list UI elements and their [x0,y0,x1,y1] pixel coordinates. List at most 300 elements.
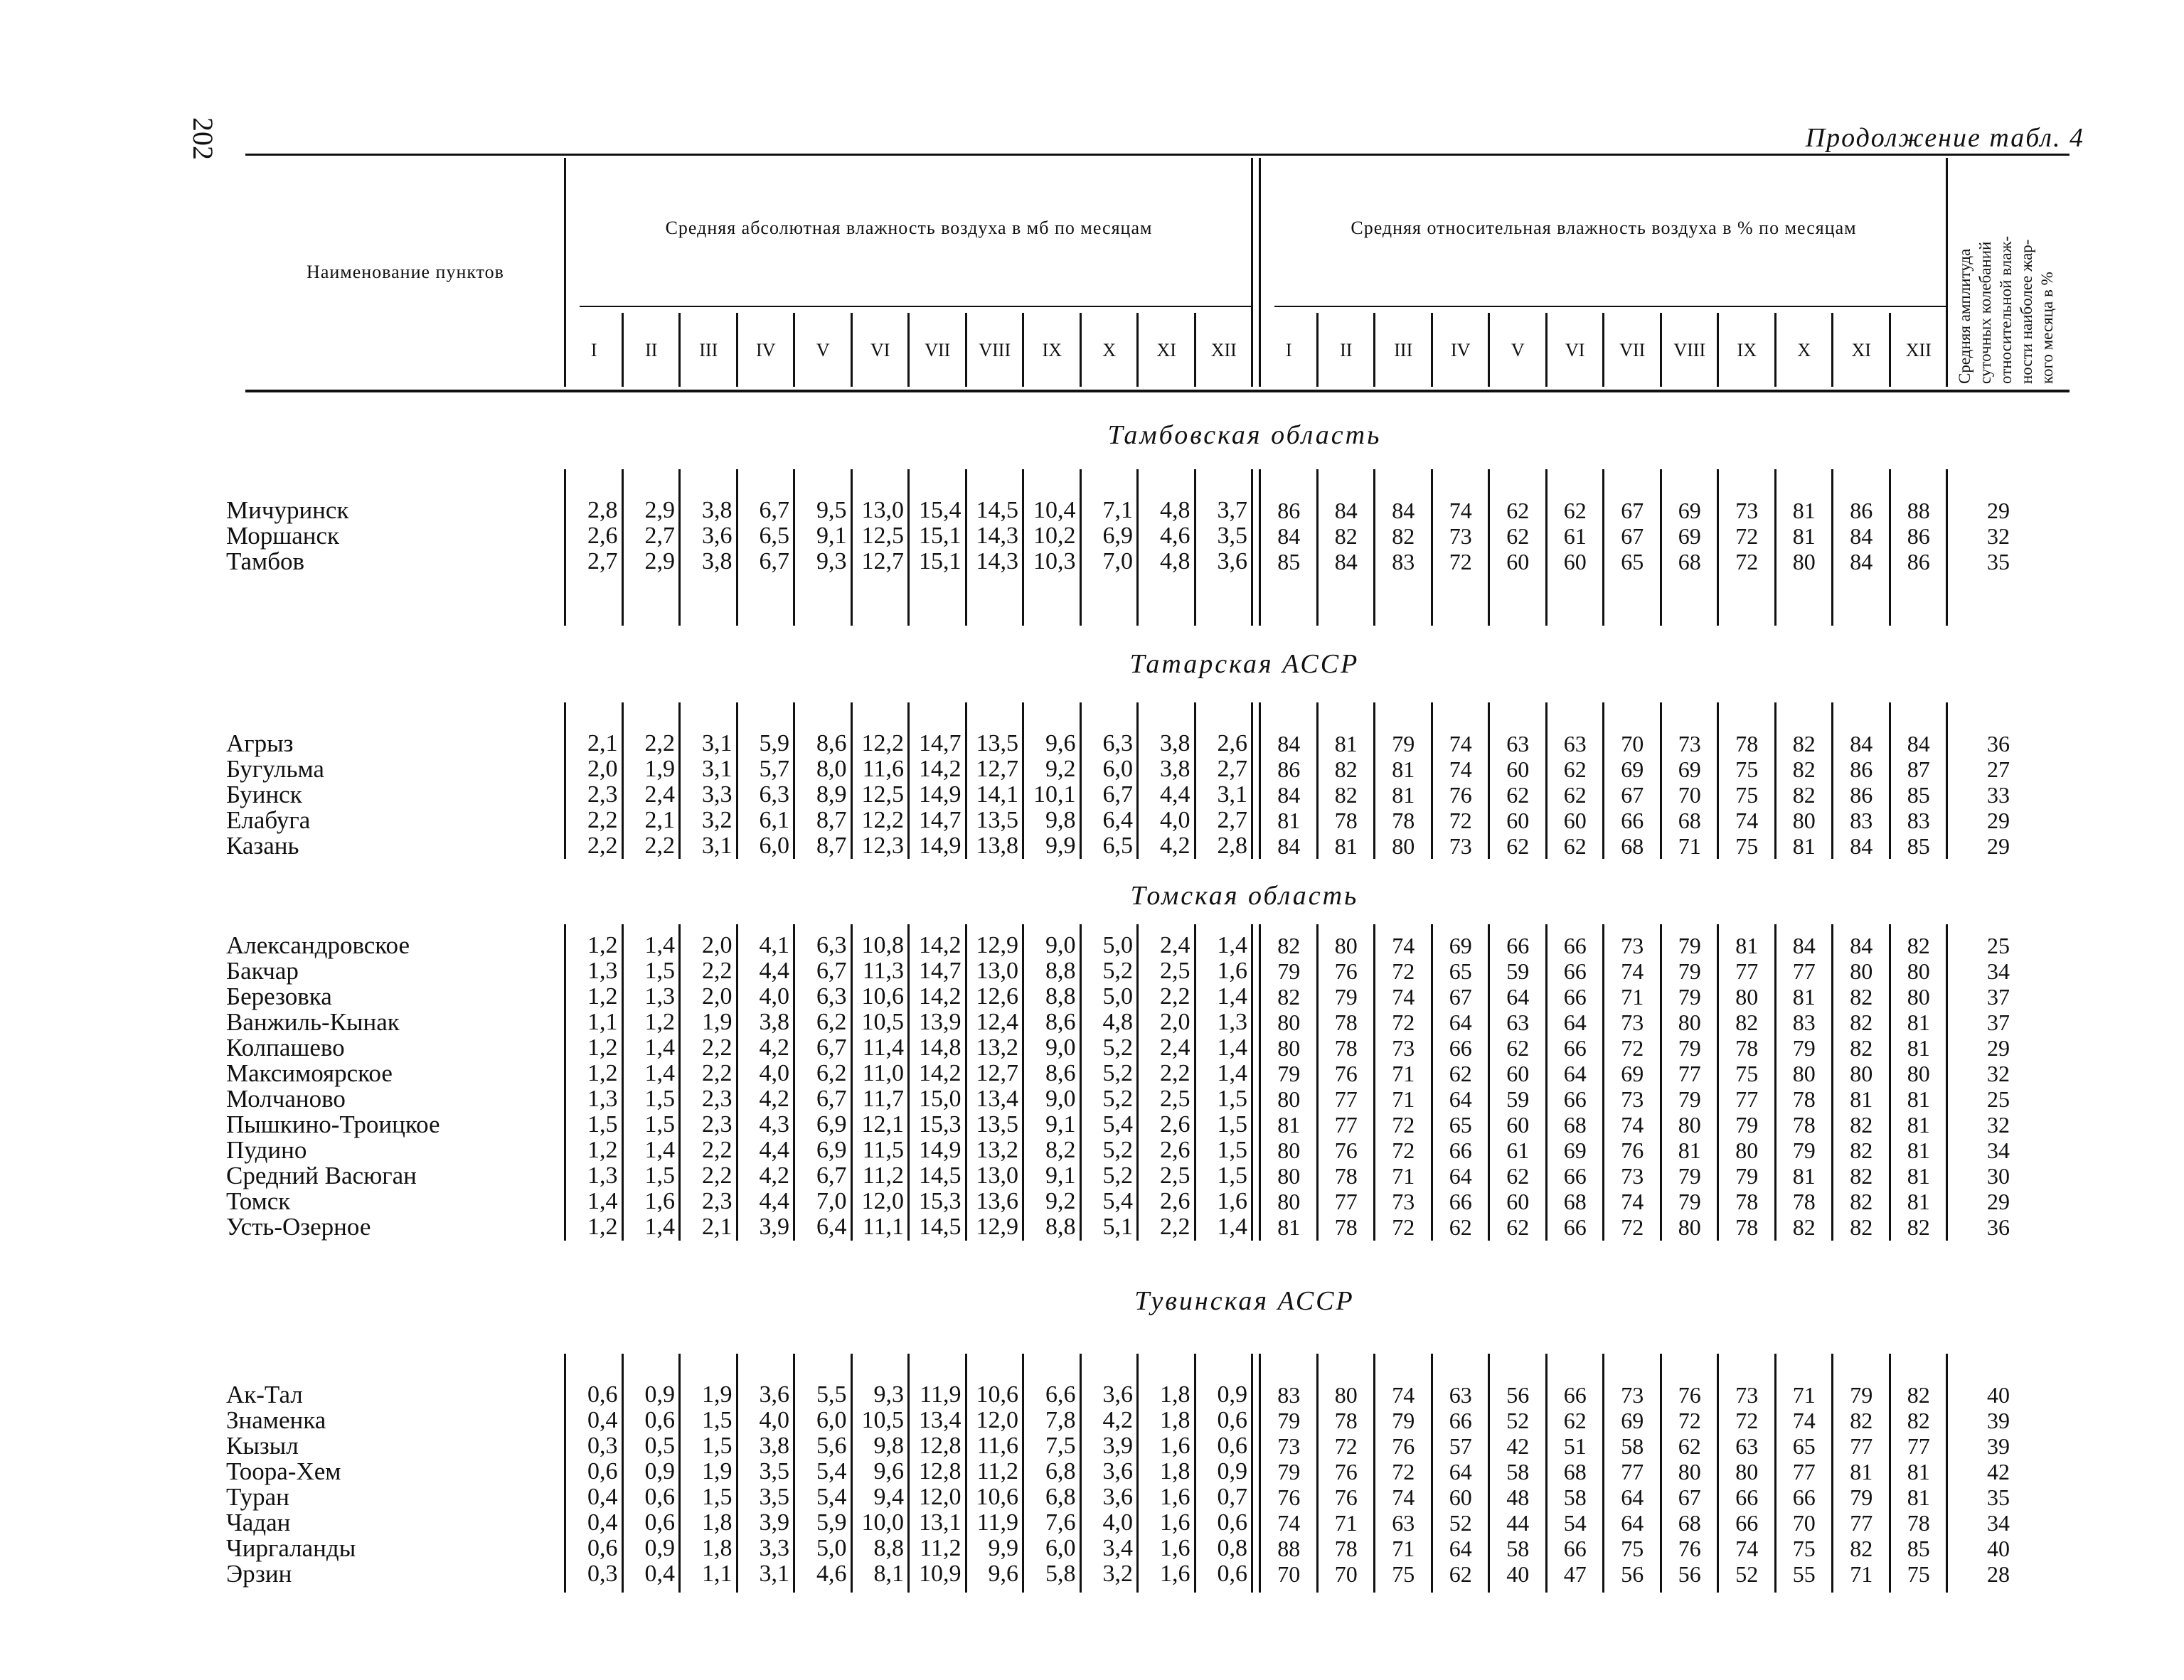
rel-humidity-value: 81 [1792,523,1816,549]
abs-humidity-value: 5,2 [1102,1086,1133,1112]
abs-header-column-rule [851,313,853,387]
abs-humidity-value: 9,0 [1045,1086,1076,1112]
rel-humidity-value: 80 [1277,1189,1301,1214]
rel-humidity-value: 73 [1449,523,1472,549]
rel-humidity-value: 60 [1506,756,1530,782]
rel-humidity-value: 77 [1792,958,1816,984]
rel-humidity-value: 76 [1392,1433,1415,1459]
rel-humidity-value: 73 [1392,1189,1415,1214]
abs-humidity-value: 11,2 [862,1162,904,1189]
abs-humidity-value: 6,0 [759,833,789,859]
rel-humidity-value: 65 [1449,1112,1472,1138]
abs-humidity-value: 6,8 [1045,1484,1076,1510]
rel-humidity-value: 70 [1792,1510,1816,1536]
amplitude-value: 40 [1987,1536,2010,1561]
abs-humidity-value: 3,1 [759,1561,789,1587]
rel-humidity-value: 76 [1334,1484,1358,1510]
rel-humidity-value: 77 [1621,1459,1644,1484]
abs-humidity-value: 8,8 [873,1535,904,1561]
abs-humidity-value: 1,5 [644,1162,675,1189]
rel-humidity-value: 81 [1907,1459,1930,1484]
rel-humidity-value: 80 [1277,1086,1301,1112]
abs-humidity-value: 6,4 [1102,807,1133,833]
rel-humidity-value: 64 [1449,1536,1472,1561]
abs-header-column-rule [564,158,566,387]
abs-humidity-value: 13,4 [976,1086,1018,1112]
rel-humidity-value: 64 [1563,1010,1587,1035]
abs-humidity-value: 2,0 [587,756,618,782]
rel-humidity-value: 67 [1621,498,1644,523]
abs-humidity-value: 11,7 [862,1086,904,1112]
rel-humidity-value: 71 [1621,984,1644,1010]
amplitude-value: 28 [1987,1561,2010,1587]
abs-humidity-value: 6,4 [816,1214,847,1240]
abs-humidity-value: 1,4 [644,1214,675,1240]
abs-humidity-value: 0,6 [587,1535,618,1561]
rel-humidity-value: 76 [1277,1484,1301,1510]
abs-humidity-value: 4,3 [759,1111,789,1138]
abs-humidity-value: 1,4 [644,932,675,958]
rel-month-label: XI [1851,340,1871,360]
abs-humidity-value: 5,1 [1102,1214,1133,1240]
abs-humidity-value: 1,5 [644,1086,675,1112]
abs-humidity-value: 0,9 [644,1535,675,1561]
amplitude-value: 34 [1987,1510,2010,1536]
rel-humidity-value: 68 [1621,833,1644,859]
rel-humidity-value: 60 [1506,1061,1530,1086]
name-column-header: Наименование пунктов [307,262,504,282]
rel-humidity-value: 85 [1907,782,1930,808]
abs-humidity-value: 0,9 [644,1458,675,1484]
abs-humidity-value: 5,8 [1045,1561,1076,1587]
abs-humidity-value: 8,6 [1045,1060,1076,1086]
rel-humidity-value: 71 [1392,1536,1415,1561]
abs-humidity-value: 10,5 [861,1009,904,1035]
abs-humidity-value: 11,6 [862,756,904,782]
rel-header-column-rule [1660,313,1662,387]
abs-humidity-value: 4,4 [759,1188,789,1214]
abs-humidity-value: 10,1 [1033,781,1076,808]
abs-humidity-value: 5,2 [1102,958,1133,984]
rel-humidity-value: 79 [1678,1035,1701,1061]
abs-humidity-value: 3,3 [759,1535,789,1561]
abs-humidity-value: 6,7 [816,958,847,984]
abs-humidity-value: 1,4 [1217,983,1247,1010]
abs-humidity-value: 7,1 [1102,497,1133,523]
abs-humidity-value: 0,9 [644,1381,675,1408]
abs-humidity-value: 14,5 [919,1214,962,1240]
amplitude-header-line: относительной влаж- [1997,235,2015,384]
abs-humidity-value: 1,6 [1217,958,1247,984]
rel-humidity-value: 80 [1735,1459,1759,1484]
rel-humidity-value: 78 [1735,1189,1759,1214]
abs-humidity-value: 2,2 [587,807,618,833]
abs-humidity-value: 4,2 [1160,833,1190,859]
rel-humidity-value: 79 [1678,1163,1701,1189]
station-name: Знаменка [226,1406,326,1434]
rel-humidity-value: 69 [1621,1408,1644,1433]
rel-humidity-value: 74 [1621,1112,1644,1138]
rel-humidity-value: 82 [1850,1138,1873,1163]
rel-humidity-value: 40 [1506,1561,1530,1587]
abs-humidity-value: 13,9 [919,1009,962,1035]
abs-humidity-value: 1,5 [702,1407,733,1433]
abs-humidity-value: 12,5 [861,781,904,808]
abs-humidity-value: 14,5 [976,497,1018,523]
abs-humidity-value: 9,2 [1045,1188,1076,1214]
rel-humidity-value: 75 [1735,1061,1759,1086]
station-name: Мичуринск [226,496,349,524]
abs-humidity-value: 14,8 [919,1034,962,1061]
abs-humidity-value: 12,6 [976,983,1018,1010]
abs-humidity-value: 1,3 [587,958,618,984]
rel-humidity-value: 69 [1449,933,1472,958]
rel-humidity-value: 77 [1735,958,1759,984]
rel-humidity-value: 56 [1621,1561,1644,1587]
abs-humidity-value: 9,1 [1045,1111,1076,1138]
rel-humidity-value: 68 [1563,1112,1587,1138]
abs-humidity-value: 7,0 [1102,548,1133,574]
rel-header-column-rule [1373,313,1375,387]
rel-humidity-value: 48 [1506,1484,1530,1510]
abs-humidity-value: 6,8 [1045,1458,1076,1484]
station-name: Средний Васюган [226,1162,417,1189]
rel-humidity-value: 77 [1735,1086,1759,1112]
abs-humidity-value: 2,9 [644,497,675,523]
abs-humidity-value: 14,1 [976,781,1018,808]
abs-humidity-value: 1,2 [644,1009,675,1035]
abs-humidity-value: 9,3 [816,548,847,574]
abs-humidity-value: 2,4 [1160,932,1190,958]
rel-humidity-value: 84 [1277,782,1301,808]
rel-humidity-value: 72 [1392,1214,1415,1240]
rel-humidity-value: 82 [1792,1214,1816,1240]
abs-humidity-value: 5,2 [1102,1162,1133,1189]
rel-humidity-value: 76 [1621,1138,1644,1163]
abs-humidity-value: 1,8 [702,1535,733,1561]
amplitude-value: 34 [1987,958,2010,984]
rel-humidity-value: 78 [1735,731,1759,756]
rel-humidity-value: 74 [1392,1484,1415,1510]
abs-humidity-value: 6,5 [1102,833,1133,859]
abs-humidity-value: 5,0 [816,1535,847,1561]
rel-humidity-value: 79 [1678,1189,1701,1214]
amplitude-value: 32 [1987,1061,2010,1086]
amplitude-header-line: Средняя амплитуда [1956,248,1973,384]
amplitude-value: 29 [1987,808,2010,833]
abs-humidity-value: 2,1 [587,730,618,756]
abs-month-label: VI [870,340,890,360]
amplitude-value: 29 [1987,498,2010,523]
abs-humidity-value: 0,6 [1217,1433,1247,1459]
abs-humidity-value: 11,4 [862,1034,904,1061]
abs-humidity-value: 10,9 [919,1561,962,1587]
rel-humidity-value: 73 [1277,1433,1301,1459]
amplitude-value: 32 [1987,523,2010,549]
abs-humidity-value: 14,9 [919,1137,962,1163]
rel-humidity-value: 82 [1907,1214,1930,1240]
abs-header-column-rule [736,313,738,387]
rel-humidity-value: 87 [1907,756,1930,782]
rel-humidity-value: 83 [1277,1382,1301,1408]
rel-humidity-value: 80 [1735,984,1759,1010]
abs-humidity-value: 1,8 [1160,1458,1190,1484]
abs-humidity-value: 2,6 [1160,1137,1190,1163]
abs-humidity-value: 2,0 [1160,1009,1190,1035]
abs-humidity-value: 1,4 [1217,1214,1247,1240]
station-name: Березовка [226,983,332,1010]
rel-humidity-value: 78 [1334,1408,1358,1433]
rel-humidity-value: 62 [1449,1214,1472,1240]
abs-humidity-value: 5,0 [1102,983,1133,1010]
rel-humidity-value: 74 [1792,1408,1816,1433]
abs-humidity-value: 2,8 [1217,833,1247,859]
abs-humidity-value: 1,2 [587,1214,618,1240]
abs-month-label: XI [1156,340,1176,360]
station-name: Чиргаланды [226,1534,356,1562]
rel-humidity-value: 65 [1621,549,1644,574]
station-name: Елабуга [226,806,311,834]
rel-month-label: V [1511,340,1525,360]
abs-humidity-value: 2,2 [1160,983,1190,1010]
rel-humidity-value: 67 [1621,523,1644,549]
amplitude-value: 32 [1987,1112,2010,1138]
rel-month-label: VII [1619,340,1646,360]
rel-humidity-value: 80 [1678,1112,1701,1138]
rel-humidity-value: 62 [1563,833,1587,859]
rel-humidity-value: 86 [1277,756,1301,782]
abs-humidity-value: 2,6 [1217,730,1247,756]
abs-humidity-value: 7,0 [816,1188,847,1214]
abs-humidity-value: 8,7 [816,807,847,833]
rel-humidity-value: 66 [1563,933,1587,958]
abs-humidity-value: 3,5 [759,1458,789,1484]
abs-humidity-value: 1,5 [702,1484,733,1510]
abs-humidity-value: 0,9 [1217,1458,1247,1484]
amplitude-header-line: кого месяца в % [2038,272,2056,384]
abs-header-column-rule [1251,158,1253,387]
rel-humidity-value: 80 [1907,958,1930,984]
rel-humidity-value: 66 [1735,1510,1759,1536]
abs-humidity-value: 3,9 [1102,1433,1133,1459]
amplitude-value: 42 [1987,1459,2010,1484]
rel-humidity-value: 77 [1850,1433,1873,1459]
rel-humidity-value: 81 [1277,1214,1301,1240]
abs-humidity-value: 15,0 [919,1086,962,1112]
abs-humidity-value: 0,6 [1217,1561,1247,1587]
rel-humidity-value: 80 [1850,958,1873,984]
rel-humidity-value: 63 [1506,1010,1530,1035]
rel-humidity-value: 70 [1678,782,1701,808]
section-title: Татарская АССР [1129,649,1360,679]
rel-humidity-value: 83 [1907,808,1930,833]
station-name: Моршанск [226,522,340,550]
abs-humidity-value: 6,0 [816,1407,847,1433]
rel-humidity-value: 58 [1506,1459,1530,1484]
station-name: Тамбов [226,547,305,575]
rel-humidity-value: 79 [1392,1408,1415,1433]
rel-humidity-value: 71 [1392,1163,1415,1189]
rel-header-column-rule [1602,313,1604,387]
rel-humidity-value: 69 [1621,756,1644,782]
rel-humidity-value: 72 [1392,1010,1415,1035]
rel-humidity-value: 65 [1449,958,1472,984]
amplitude-value: 25 [1987,1086,2010,1112]
rel-humidity-value: 84 [1850,833,1873,859]
rel-humidity-value: 66 [1563,958,1587,984]
abs-humidity-value: 3,3 [702,781,733,808]
rel-humidity-value: 85 [1277,549,1301,574]
abs-humidity-value: 3,8 [702,548,733,574]
rel-humidity-value: 68 [1563,1189,1587,1214]
rel-humidity-value: 66 [1792,1484,1816,1510]
rel-month-label: VI [1565,340,1585,360]
abs-humidity-value: 6,9 [816,1137,847,1163]
rel-humidity-value: 72 [1621,1035,1644,1061]
abs-humidity-value: 4,6 [1160,523,1190,549]
abs-humidity-value: 11,6 [976,1433,1018,1459]
rel-humidity-value: 64 [1449,1163,1472,1189]
rel-humidity-value: 69 [1621,1061,1644,1086]
rel-humidity-value: 81 [1907,1163,1930,1189]
rel-month-label: X [1797,340,1811,360]
amplitude-value: 27 [1987,756,2010,782]
station-name: Туран [226,1483,289,1511]
rel-humidity-value: 67 [1449,984,1472,1010]
rel-humidity-value: 62 [1506,498,1530,523]
abs-humidity-value: 2,2 [702,1162,733,1189]
abs-humidity-value: 12,8 [919,1458,962,1484]
rel-humidity-value: 77 [1907,1433,1930,1459]
rel-humidity-value: 82 [1392,523,1415,549]
rel-humidity-value: 77 [1334,1086,1358,1112]
rel-humidity-value: 83 [1792,1010,1816,1035]
rel-humidity-value: 76 [1449,782,1472,808]
abs-humidity-value: 5,2 [1102,1060,1133,1086]
abs-column-rule [1251,1354,1253,1593]
rel-humidity-value: 62 [1563,782,1587,808]
rel-humidity-value: 62 [1449,1061,1472,1086]
rel-humidity-value: 78 [1792,1112,1816,1138]
abs-humidity-value: 2,5 [1160,1162,1190,1189]
rel-humidity-value: 78 [1907,1510,1930,1536]
rel-humidity-value: 81 [1735,933,1759,958]
abs-humidity-value: 4,2 [759,1086,789,1112]
rel-humidity-value: 68 [1563,1459,1587,1484]
rel-humidity-value: 68 [1678,1510,1701,1536]
abs-humidity-value: 2,3 [702,1111,733,1138]
abs-header-divider [580,306,1252,307]
rel-humidity-value: 62 [1506,1035,1530,1061]
abs-humidity-value: 12,2 [861,730,904,756]
abs-humidity-value: 4,8 [1160,548,1190,574]
rel-humidity-value: 81 [1277,1112,1301,1138]
rel-humidity-value: 86 [1907,523,1930,549]
abs-humidity-value: 3,8 [759,1433,789,1459]
rel-humidity-value: 80 [1792,1061,1816,1086]
abs-humidity-value: 3,6 [759,1381,789,1408]
rel-humidity-value: 81 [1334,731,1358,756]
rel-humidity-value: 72 [1735,1408,1759,1433]
abs-humidity-value: 0,7 [1217,1484,1247,1510]
abs-humidity-value: 10,3 [1033,548,1076,574]
abs-humidity-value: 6,7 [759,497,789,523]
abs-humidity-value: 5,4 [816,1458,847,1484]
abs-humidity-value: 0,8 [1217,1535,1247,1561]
rel-humidity-value: 82 [1850,1035,1873,1061]
rel-humidity-value: 66 [1563,1536,1587,1561]
rel-humidity-value: 80 [1678,1459,1701,1484]
abs-humidity-value: 2,8 [587,497,618,523]
rel-humidity-value: 79 [1735,1112,1759,1138]
station-name: Кызыл [226,1432,299,1460]
rel-humidity-value: 71 [1850,1561,1873,1587]
rel-humidity-value: 86 [1850,756,1873,782]
station-name: Томск [226,1187,291,1215]
abs-humidity-value: 3,2 [1102,1561,1133,1587]
abs-humidity-value: 1,6 [1160,1484,1190,1510]
abs-humidity-value: 6,7 [816,1086,847,1112]
rel-humidity-value: 72 [1735,523,1759,549]
abs-humidity-value: 12,0 [919,1484,962,1510]
rel-humidity-value: 52 [1449,1510,1472,1536]
rel-humidity-value: 82 [1735,1010,1759,1035]
abs-month-label: IV [756,340,776,360]
abs-humidity-value: 2,2 [1160,1214,1190,1240]
rel-humidity-value: 81 [1907,1138,1930,1163]
abs-humidity-value: 15,3 [919,1111,962,1138]
amplitude-value: 30 [1987,1163,2010,1189]
abs-humidity-value: 9,2 [1045,756,1076,782]
rel-humidity-value: 68 [1678,549,1701,574]
abs-humidity-value: 6,9 [816,1111,847,1138]
rel-humidity-value: 72 [1735,549,1759,574]
abs-humidity-value: 1,1 [702,1561,733,1587]
abs-humidity-value: 1,3 [644,983,675,1010]
abs-humidity-value: 9,6 [988,1561,1018,1587]
abs-humidity-value: 3,8 [1160,730,1190,756]
abs-humidity-value: 8,9 [816,781,847,808]
abs-humidity-value: 4,0 [759,1060,789,1086]
abs-humidity-value: 3,9 [759,1509,789,1536]
abs-humidity-value: 3,2 [702,807,733,833]
abs-humidity-value: 3,8 [702,497,733,523]
rel-humidity-value: 82 [1277,933,1301,958]
abs-humidity-value: 14,7 [919,730,962,756]
abs-humidity-value: 1,5 [1217,1086,1247,1112]
rel-humidity-value: 62 [1506,1214,1530,1240]
abs-humidity-value: 11,1 [862,1214,904,1240]
abs-humidity-value: 1,5 [1217,1162,1247,1189]
abs-month-label: IX [1042,340,1062,360]
rel-humidity-value: 79 [1678,933,1701,958]
absolute-humidity-header: Средняя абсолютная влажность воздуха в мб по месяцам [665,218,1153,238]
abs-humidity-value: 7,5 [1045,1433,1076,1459]
abs-humidity-value: 0,6 [587,1458,618,1484]
abs-humidity-value: 3,1 [702,833,733,859]
rel-humidity-value: 75 [1735,756,1759,782]
rel-humidity-value: 72 [1392,958,1415,984]
abs-humidity-value: 6,3 [1102,730,1133,756]
rel-humidity-value: 82 [1907,1382,1930,1408]
abs-humidity-value: 6,1 [759,807,789,833]
rel-header-column-rule [1946,158,1948,387]
abs-humidity-value: 9,9 [1045,833,1076,859]
abs-month-label: VII [925,340,951,360]
rel-humidity-value: 77 [1334,1112,1358,1138]
abs-month-label: X [1102,340,1117,360]
rel-humidity-value: 62 [1506,833,1530,859]
